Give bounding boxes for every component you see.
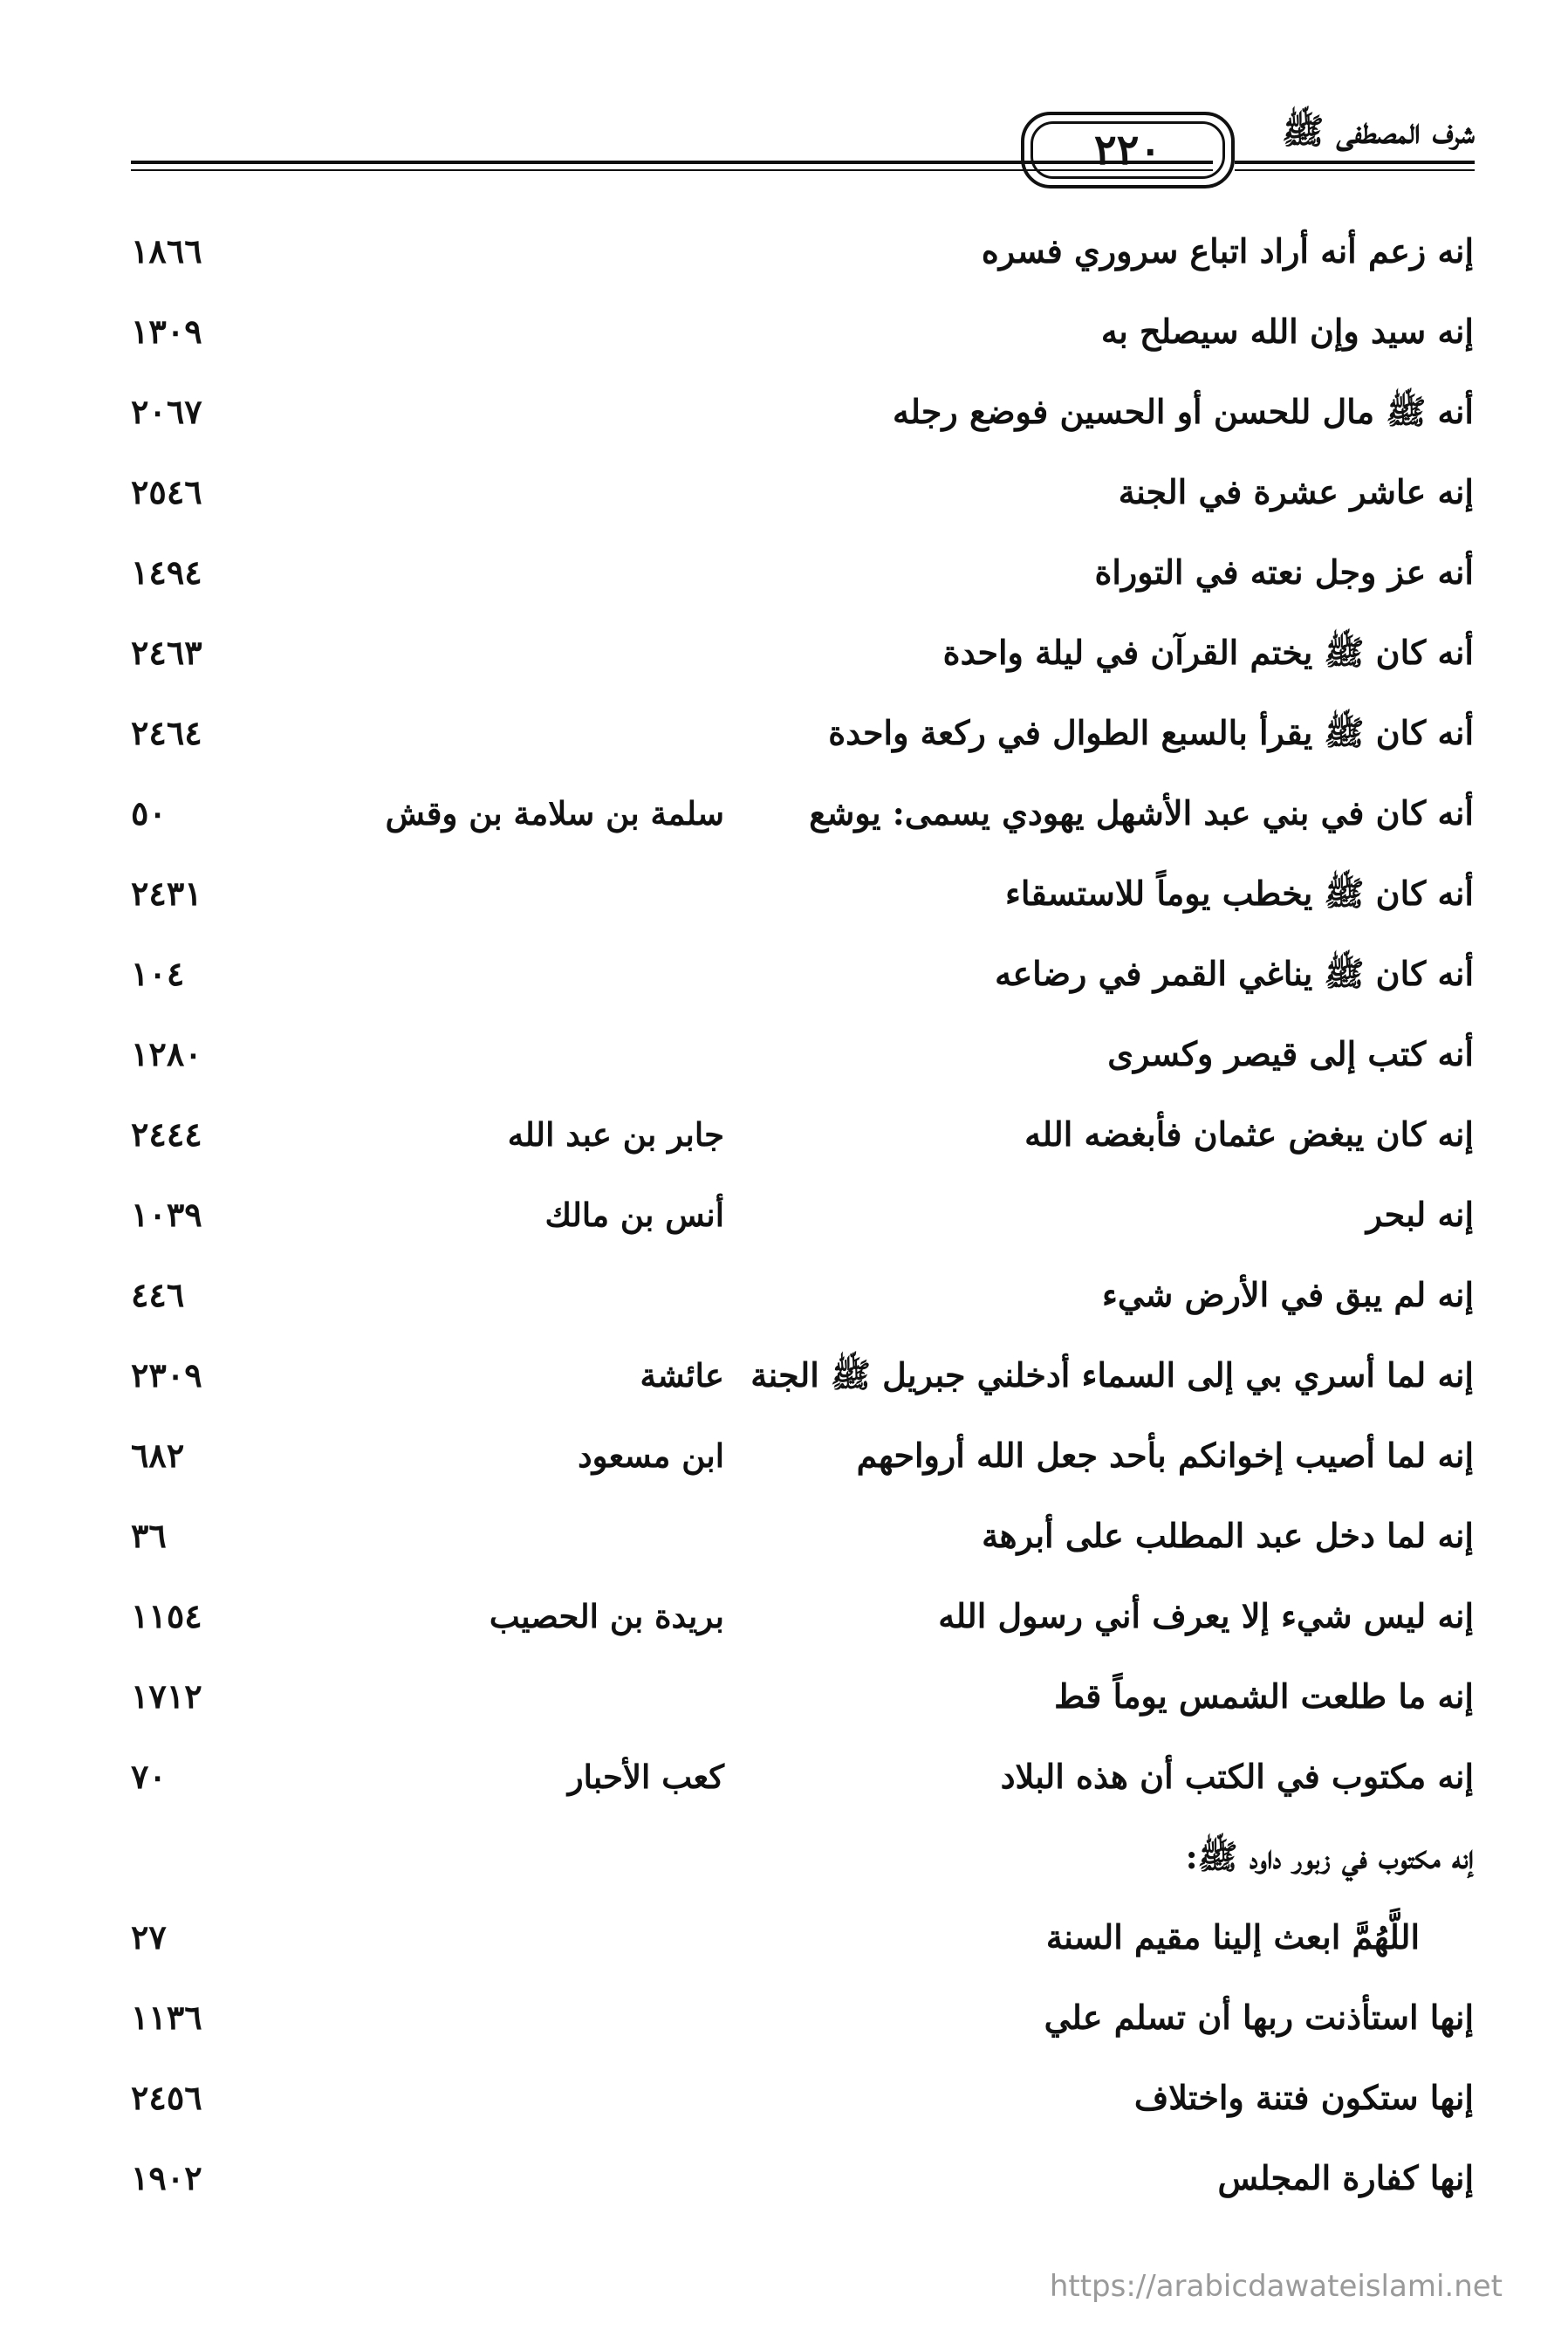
narrator: أنس بن مالك xyxy=(544,1196,724,1234)
index-entry xyxy=(0,1501,1568,1571)
hadith-text: إنه ليس شيء إلا يعرف أني رسول الله xyxy=(938,1596,1474,1635)
header-rule-right xyxy=(1235,161,1475,171)
hadith-number: ١٨٦٦ xyxy=(131,231,202,271)
hadith-text: إنه كان يبغض عثمان فأبغضه الله xyxy=(1024,1114,1474,1154)
index-entry xyxy=(0,1742,1568,1812)
hadith-text: إنه لبحر xyxy=(1366,1195,1474,1234)
hadith-text: اللَّهُمَّ ابعث إلينا مقيم السنة xyxy=(1045,1917,1420,1957)
hadith-number: ١٠٤ xyxy=(131,954,185,993)
page-header xyxy=(131,103,1475,199)
hadith-text: إنه سيد وإن الله سيصلح به xyxy=(1100,312,1474,351)
index-entry xyxy=(0,1983,1568,2053)
hadith-text: إنه لم يبق في الأرض شيء xyxy=(1102,1275,1474,1314)
hadith-text: أنه كان ﷺ يناغي القمر في رضاعه xyxy=(995,954,1474,993)
hadith-text: إنه مكتوب في الكتب أن هذه البلاد xyxy=(1000,1757,1474,1796)
index-entry xyxy=(0,2143,1568,2213)
narrator: عائشة xyxy=(640,1356,724,1395)
index-entry xyxy=(0,1902,1568,1972)
hadith-text: أنه كان ﷺ يخطب يوماً للاستسقاء xyxy=(1005,874,1474,913)
hadith-number: ٢٤٤٤ xyxy=(131,1114,202,1154)
page-number-frame xyxy=(1021,112,1235,188)
narrator: ابن مسعود xyxy=(578,1436,724,1475)
index-entry xyxy=(0,377,1568,447)
narrator: بريدة بن الحصيب xyxy=(489,1597,724,1635)
hadith-number: ٣٦ xyxy=(131,1516,167,1555)
narrator: سلمة بن سلامة بن وقش xyxy=(385,794,724,833)
index-entry xyxy=(0,1421,1568,1491)
hadith-number: ٢٤٦٤ xyxy=(131,713,202,752)
book-title: شرف المصطفى ﷺ xyxy=(1282,111,1475,152)
hadith-number: ٢٤٦٣ xyxy=(131,633,202,672)
hadith-text: إنه ما طلعت الشمس يوماً قط xyxy=(1054,1676,1474,1716)
index-entry xyxy=(0,297,1568,367)
index-entry xyxy=(0,1100,1568,1169)
hadith-text: إنه مكتوب في زبور داود ﷺ: xyxy=(1185,1837,1474,1876)
hadith-number: ٢٥٤٦ xyxy=(131,472,202,511)
watermark-url: https://arabicdawateislami.net xyxy=(1049,2269,1503,2304)
hadith-text: أنه كتب إلى قيصر وكسرى xyxy=(1107,1034,1474,1073)
index-entry xyxy=(0,2063,1568,2133)
index-entry xyxy=(0,939,1568,1009)
hadith-number: ١٩٠٢ xyxy=(131,2158,202,2197)
hadith-number: ٢٤٣١ xyxy=(131,874,202,913)
index-entry xyxy=(0,618,1568,688)
hadith-text: أنه عز وجل نعته في التوراة xyxy=(1094,552,1474,592)
hadith-number: ٢٤٥٦ xyxy=(131,2078,202,2117)
index-entry xyxy=(0,1260,1568,1330)
hadith-number: ١٠٣٩ xyxy=(131,1195,202,1234)
hadith-number: ٦٨٢ xyxy=(131,1436,185,1475)
hadith-text: إنه لما أسري بي إلى السماء أدخلني جبريل ﷺ الجنة xyxy=(750,1355,1474,1395)
hadith-number: ٤٤٦ xyxy=(131,1275,185,1314)
hadith-text: أنه كان ﷺ يقرأ بالسبع الطوال في ركعة واحدة xyxy=(828,713,1474,752)
hadith-text: إنها ستكون فتنة واختلاف xyxy=(1133,2078,1474,2117)
hadith-text: أنه كان ﷺ يختم القرآن في ليلة واحدة xyxy=(942,633,1474,672)
index-entry xyxy=(0,859,1568,929)
hadith-number: ١١٣٦ xyxy=(131,1998,202,2037)
hadith-text: إنه لما أصيب إخوانكم بأحد جعل الله أرواحهم xyxy=(856,1436,1474,1475)
index-entry xyxy=(0,457,1568,527)
hadith-text: إنه لما دخل عبد المطلب على أبرهة xyxy=(982,1516,1474,1555)
hadith-text: أنه كان في بني عبد الأشهل يهودي يسمى: يوشع xyxy=(809,793,1474,833)
hadith-number: ١٢٨٠ xyxy=(131,1034,202,1073)
index-entry xyxy=(0,778,1568,848)
hadith-number: ٧٠ xyxy=(131,1757,167,1796)
hadith-number: ١٤٩٤ xyxy=(131,552,202,592)
index-entry xyxy=(0,1822,1568,1892)
index-entry xyxy=(0,698,1568,768)
narrator: جابر بن عبد الله xyxy=(507,1115,724,1154)
hadith-number: ١٧١٢ xyxy=(131,1676,202,1716)
hadith-number: ٢٧ xyxy=(131,1917,167,1957)
hadith-text: إنه عاشر عشرة في الجنة xyxy=(1118,472,1474,511)
index-entry xyxy=(0,1019,1568,1089)
hadith-number: ٥٠ xyxy=(131,793,167,833)
hadith-number: ١١٥٤ xyxy=(131,1596,202,1635)
index-entry xyxy=(0,216,1568,286)
hadith-text: أنه ﷺ مال للحسن أو الحسين فوضع رجله xyxy=(892,392,1474,431)
narrator: كعب الأحبار xyxy=(567,1758,724,1796)
hadith-number: ١٣٠٩ xyxy=(131,312,202,351)
index-entry xyxy=(0,1340,1568,1410)
hadith-number: ٢٣٠٩ xyxy=(131,1355,202,1395)
index-entry xyxy=(0,538,1568,607)
index-entry xyxy=(0,1180,1568,1250)
hadith-text: إنه زعم أنه أراد اتباع سروري فسره xyxy=(981,231,1474,271)
hadith-number: ٢٠٦٧ xyxy=(131,392,202,431)
index-entry xyxy=(0,1662,1568,1731)
hadith-text: إنها كفارة المجلس xyxy=(1217,2158,1474,2197)
hadith-text: إنها استأذنت ربها أن تسلم علي xyxy=(1044,1998,1474,2037)
page-number: ٢٢٠ xyxy=(1093,126,1162,175)
index-entry xyxy=(0,1581,1568,1651)
